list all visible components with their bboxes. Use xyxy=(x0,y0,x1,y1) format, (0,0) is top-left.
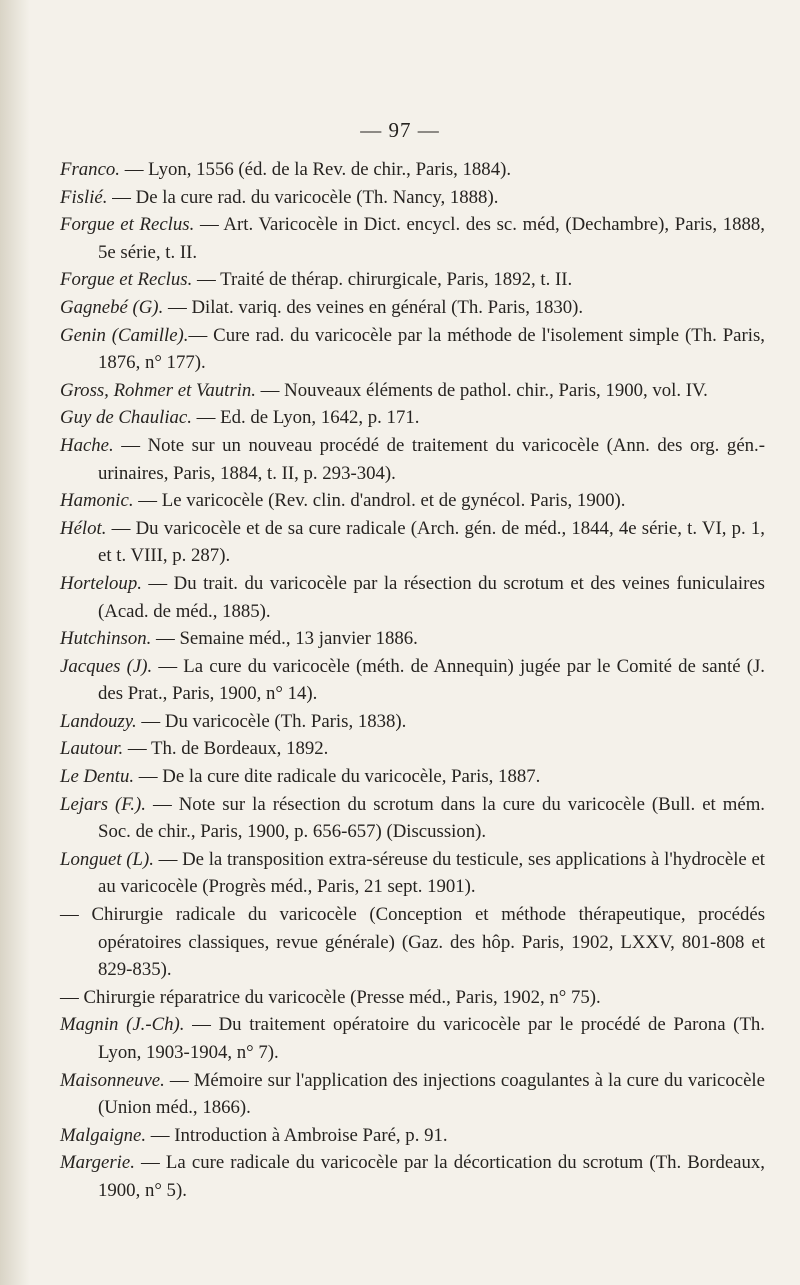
entry-text: — Nouveaux éléments de pathol. chir., Paris, 1900, vol. IV. xyxy=(255,379,708,401)
bibliography-entry xyxy=(60,432,765,487)
bibliography-entry xyxy=(60,377,765,405)
bibliography-entry xyxy=(60,1011,765,1066)
entry-text: — Le varicocèle (Rev. clin. d'androl. et de gynécol. Paris, 1900). xyxy=(133,490,626,512)
bibliography-entry xyxy=(60,735,765,763)
bibliography-entry xyxy=(60,846,765,901)
entry-text: — Du varicocèle et de sa cure radicale (Arch. gén. de méd., 1844, 4e série, t. VI, p. 1, et t. VIII, p. 287). xyxy=(98,517,765,567)
entry-text: — Note sur un nouveau procédé de traitement du varicocèle (Ann. des org. gén.-urinaires, Paris, 1884, t. II, p. 293-304). xyxy=(98,434,765,484)
bibliography-entry xyxy=(60,266,765,294)
entry-text: — Mémoire sur l'application des injections coagulantes à la cure du varicocèle (Union méd., 1866). xyxy=(98,1069,765,1119)
bibliography-entry xyxy=(60,1149,765,1204)
entry-author: Horteloup. xyxy=(60,572,142,594)
entry-author: Gagnebé (G). xyxy=(60,296,164,318)
entry-author: Forgue et Reclus. xyxy=(60,269,193,291)
entry-text: — Introduction à Ambroise Paré, p. 91. xyxy=(146,1124,448,1146)
entry-author: Jacques (J). xyxy=(60,655,153,677)
entry-author: Malgaigne. xyxy=(60,1124,147,1146)
entry-text: — De la transposition extra-séreuse du testicule, ses applications à l'hydrocèle et au varicocèle (Progrès méd., Paris, 21 sept. 1901). xyxy=(98,848,766,898)
entry-author: Gross, Rohmer et Vautrin. xyxy=(60,379,256,401)
bibliography-entry xyxy=(60,487,765,515)
entry-text: — De la cure dite radicale du varicocèle, Paris, 1887. xyxy=(134,766,541,788)
entry-text: — Du traitement opératoire du varicocèle par le procédé de Parona (Th. Lyon, 1903-1904, n° 7). xyxy=(98,1014,765,1063)
entry-author: Fislié. xyxy=(60,186,108,208)
bibliography-entry xyxy=(60,984,765,1012)
bibliography-entry xyxy=(60,653,765,708)
entry-author: Longuet (L). xyxy=(60,848,154,870)
bibliography-entry xyxy=(60,763,765,791)
entry-author: Lautour. xyxy=(60,738,124,760)
entry-author: Le Dentu. xyxy=(60,766,135,788)
entry-author: Margerie. xyxy=(60,1152,135,1174)
entry-text: — Lyon, 1556 (éd. de la Rev. de chir., Paris, 1884). xyxy=(120,159,512,180)
bibliography-list xyxy=(60,156,765,1205)
bibliography-entry xyxy=(60,901,765,984)
bibliography-entry xyxy=(60,570,765,625)
bibliography-entry xyxy=(60,294,765,322)
entry-text: — Du trait. du varicocèle par la résection du scrotum et des veines funiculaires (Acad. de méd., 1885). xyxy=(98,572,765,622)
entry-text: — Chirurgie radicale du varicocèle (Conception et méthode thérapeutique, procédés opératoires classiques, revue générale) (Gaz. des hôp. Paris, 1902, LXXV, 801-808 et 829-835). xyxy=(60,904,765,981)
entry-text: — Semaine méd., 13 janvier 1886. xyxy=(151,628,418,650)
entry-author: Hamonic. xyxy=(60,490,134,512)
entry-text: — Cure rad. du varicocèle par la méthode de l'isolement simple (Th. Paris, 1876, n° 177). xyxy=(98,324,765,374)
entry-text: — Dilat. variq. des veines en général (Th. Paris, 1830). xyxy=(163,296,584,318)
bibliography-entry xyxy=(60,184,765,212)
bibliography-entry xyxy=(60,404,765,432)
entry-author: Lejars (F.). xyxy=(60,793,146,815)
entry-author: Guy de Chauliac. xyxy=(60,407,192,429)
bibliography-entry xyxy=(60,156,765,184)
entry-text: — La cure du varicocèle (méth. de Annequin) jugée par le Comité de santé (J. des Prat., Paris, 1900, n° 14). xyxy=(98,655,765,705)
entry-text: — Art. Varicocèle in Dict. encycl. des sc. méd, (Dechambre), Paris, 1888, 5e série, t. II. xyxy=(98,214,765,263)
entry-author: Genin (Camille). xyxy=(60,324,189,346)
entry-text: — Traité de thérap. chirurgicale, Paris, 1892, t. II. xyxy=(192,269,573,291)
page-number: — 97 — xyxy=(360,118,440,142)
entry-text: — De la cure rad. du varicocèle (Th. Nancy, 1888). xyxy=(107,186,499,208)
bibliography-entry xyxy=(60,791,765,846)
entry-text: — Th. de Bordeaux, 1892. xyxy=(123,738,329,760)
entry-author: Maisonneuve. xyxy=(60,1069,165,1091)
entry-text: — Du varicocèle (Th. Paris, 1838). xyxy=(136,710,407,732)
bibliography-entry xyxy=(60,708,765,736)
entry-author: Landouzy. xyxy=(60,710,137,732)
entry-author: Hélot. xyxy=(60,517,107,539)
entry-author: Hache. xyxy=(60,434,114,456)
bibliography-entry xyxy=(60,1067,765,1122)
entry-author: Magnin (J.-Ch). xyxy=(60,1014,185,1036)
entry-text: — Ed. de Lyon, 1642, p. 171. xyxy=(191,407,420,429)
bibliography-entry xyxy=(60,322,765,377)
bibliography-entry xyxy=(60,515,765,570)
entry-author: Forgue et Reclus. xyxy=(60,214,195,236)
entry-text: — Chirurgie réparatrice du varicocèle (Presse méd., Paris, 1902, n° 75). xyxy=(60,986,601,1008)
entry-author: Hutchinson. xyxy=(60,628,152,650)
bibliography-entry xyxy=(60,1122,765,1150)
page-edge-shadow xyxy=(0,0,30,1285)
bibliography-entry xyxy=(60,211,765,266)
entry-text: — Note sur la résection du scrotum dans la cure du varicocèle (Bull. et mém. Soc. de chir., Paris, 1900, p. 656-657) (Discussion). xyxy=(98,793,766,843)
bibliography-entry xyxy=(60,625,765,653)
entry-author: Franco. xyxy=(60,159,120,180)
entry-text: — La cure radicale du varicocèle par la décortication du scrotum (Th. Bordeaux, 1900, n° 5). xyxy=(98,1152,765,1201)
